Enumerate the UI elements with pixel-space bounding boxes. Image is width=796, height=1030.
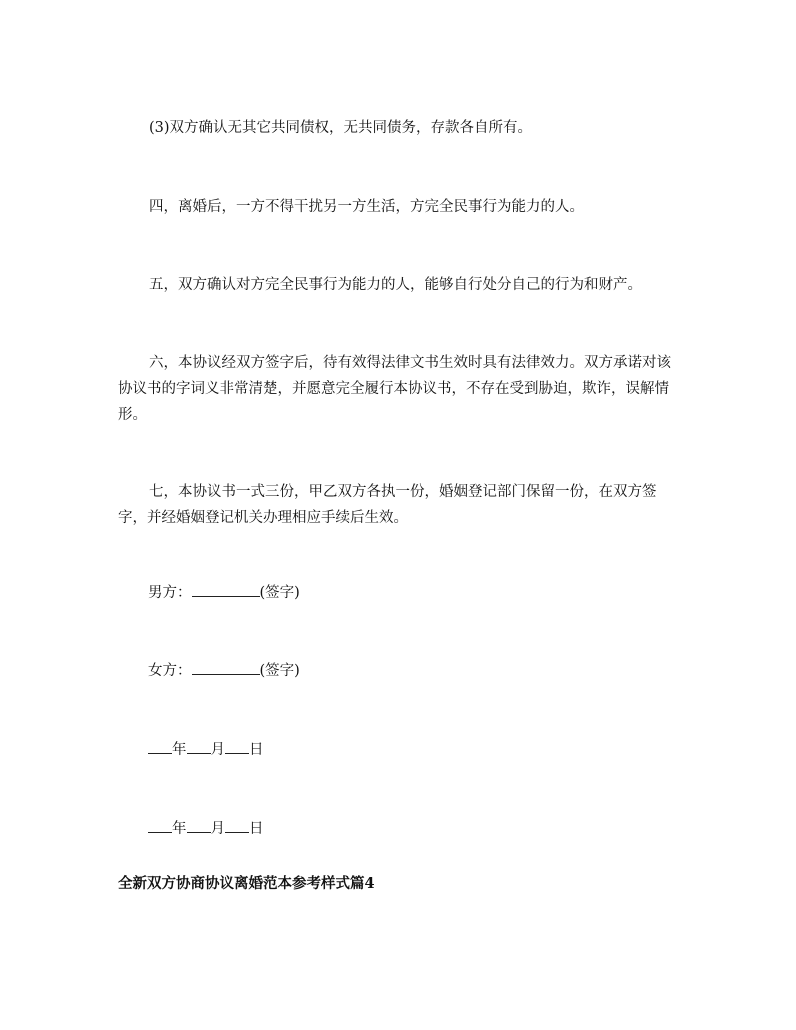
day-blank bbox=[225, 818, 249, 833]
sign-note: (签字) bbox=[259, 663, 300, 679]
male-label: 男方： bbox=[148, 585, 192, 601]
female-label: 女方： bbox=[148, 663, 192, 679]
date-line-2 bbox=[148, 816, 264, 842]
day-label: 日 bbox=[249, 742, 264, 758]
year-blank bbox=[148, 739, 172, 754]
day-blank bbox=[225, 739, 249, 754]
paragraph-article-4: 四，离婚后，一方不得干扰另一方生活，方完全民事行为能力的人。 bbox=[149, 199, 584, 215]
year-blank bbox=[148, 818, 172, 833]
month-label: 月 bbox=[210, 742, 225, 758]
male-signature-line bbox=[148, 580, 300, 606]
female-signature-line bbox=[148, 658, 300, 684]
day-label: 日 bbox=[249, 821, 264, 837]
sign-note: (签字) bbox=[259, 585, 300, 601]
paragraph-article-5: 五，双方确认对方完全民事行为能力的人，能够自行处分自己的行为和财产。 bbox=[149, 277, 642, 293]
paragraph-debts: (3)双方确认无其它共同债权，无共同债务，存款各自所有。 bbox=[149, 120, 533, 136]
paragraph-article-7: 七，本协议书一式三份，甲乙双方各执一份，婚姻登记部门保留一份，在双方签字，并经婚姻登记机关办理相应手续后生效。 bbox=[118, 484, 657, 526]
month-blank bbox=[187, 818, 211, 833]
section-heading: 全新双方协商协议离婚范本参考样式篇4 bbox=[118, 875, 375, 892]
year-label: 年 bbox=[172, 821, 187, 837]
signature-blank bbox=[192, 582, 260, 597]
paragraph-article-6: 六，本协议经双方签字后，待有效得法律文书生效时具有法律效力。双方承诺对该协议书的字词义非常清楚，并愿意完全履行本协议书，不存在受到胁迫，欺诈，误解情形。 bbox=[118, 355, 671, 423]
year-label: 年 bbox=[172, 742, 187, 758]
month-blank bbox=[187, 739, 211, 754]
month-label: 月 bbox=[210, 821, 225, 837]
signature-blank bbox=[192, 660, 260, 675]
date-line-1 bbox=[148, 737, 264, 763]
